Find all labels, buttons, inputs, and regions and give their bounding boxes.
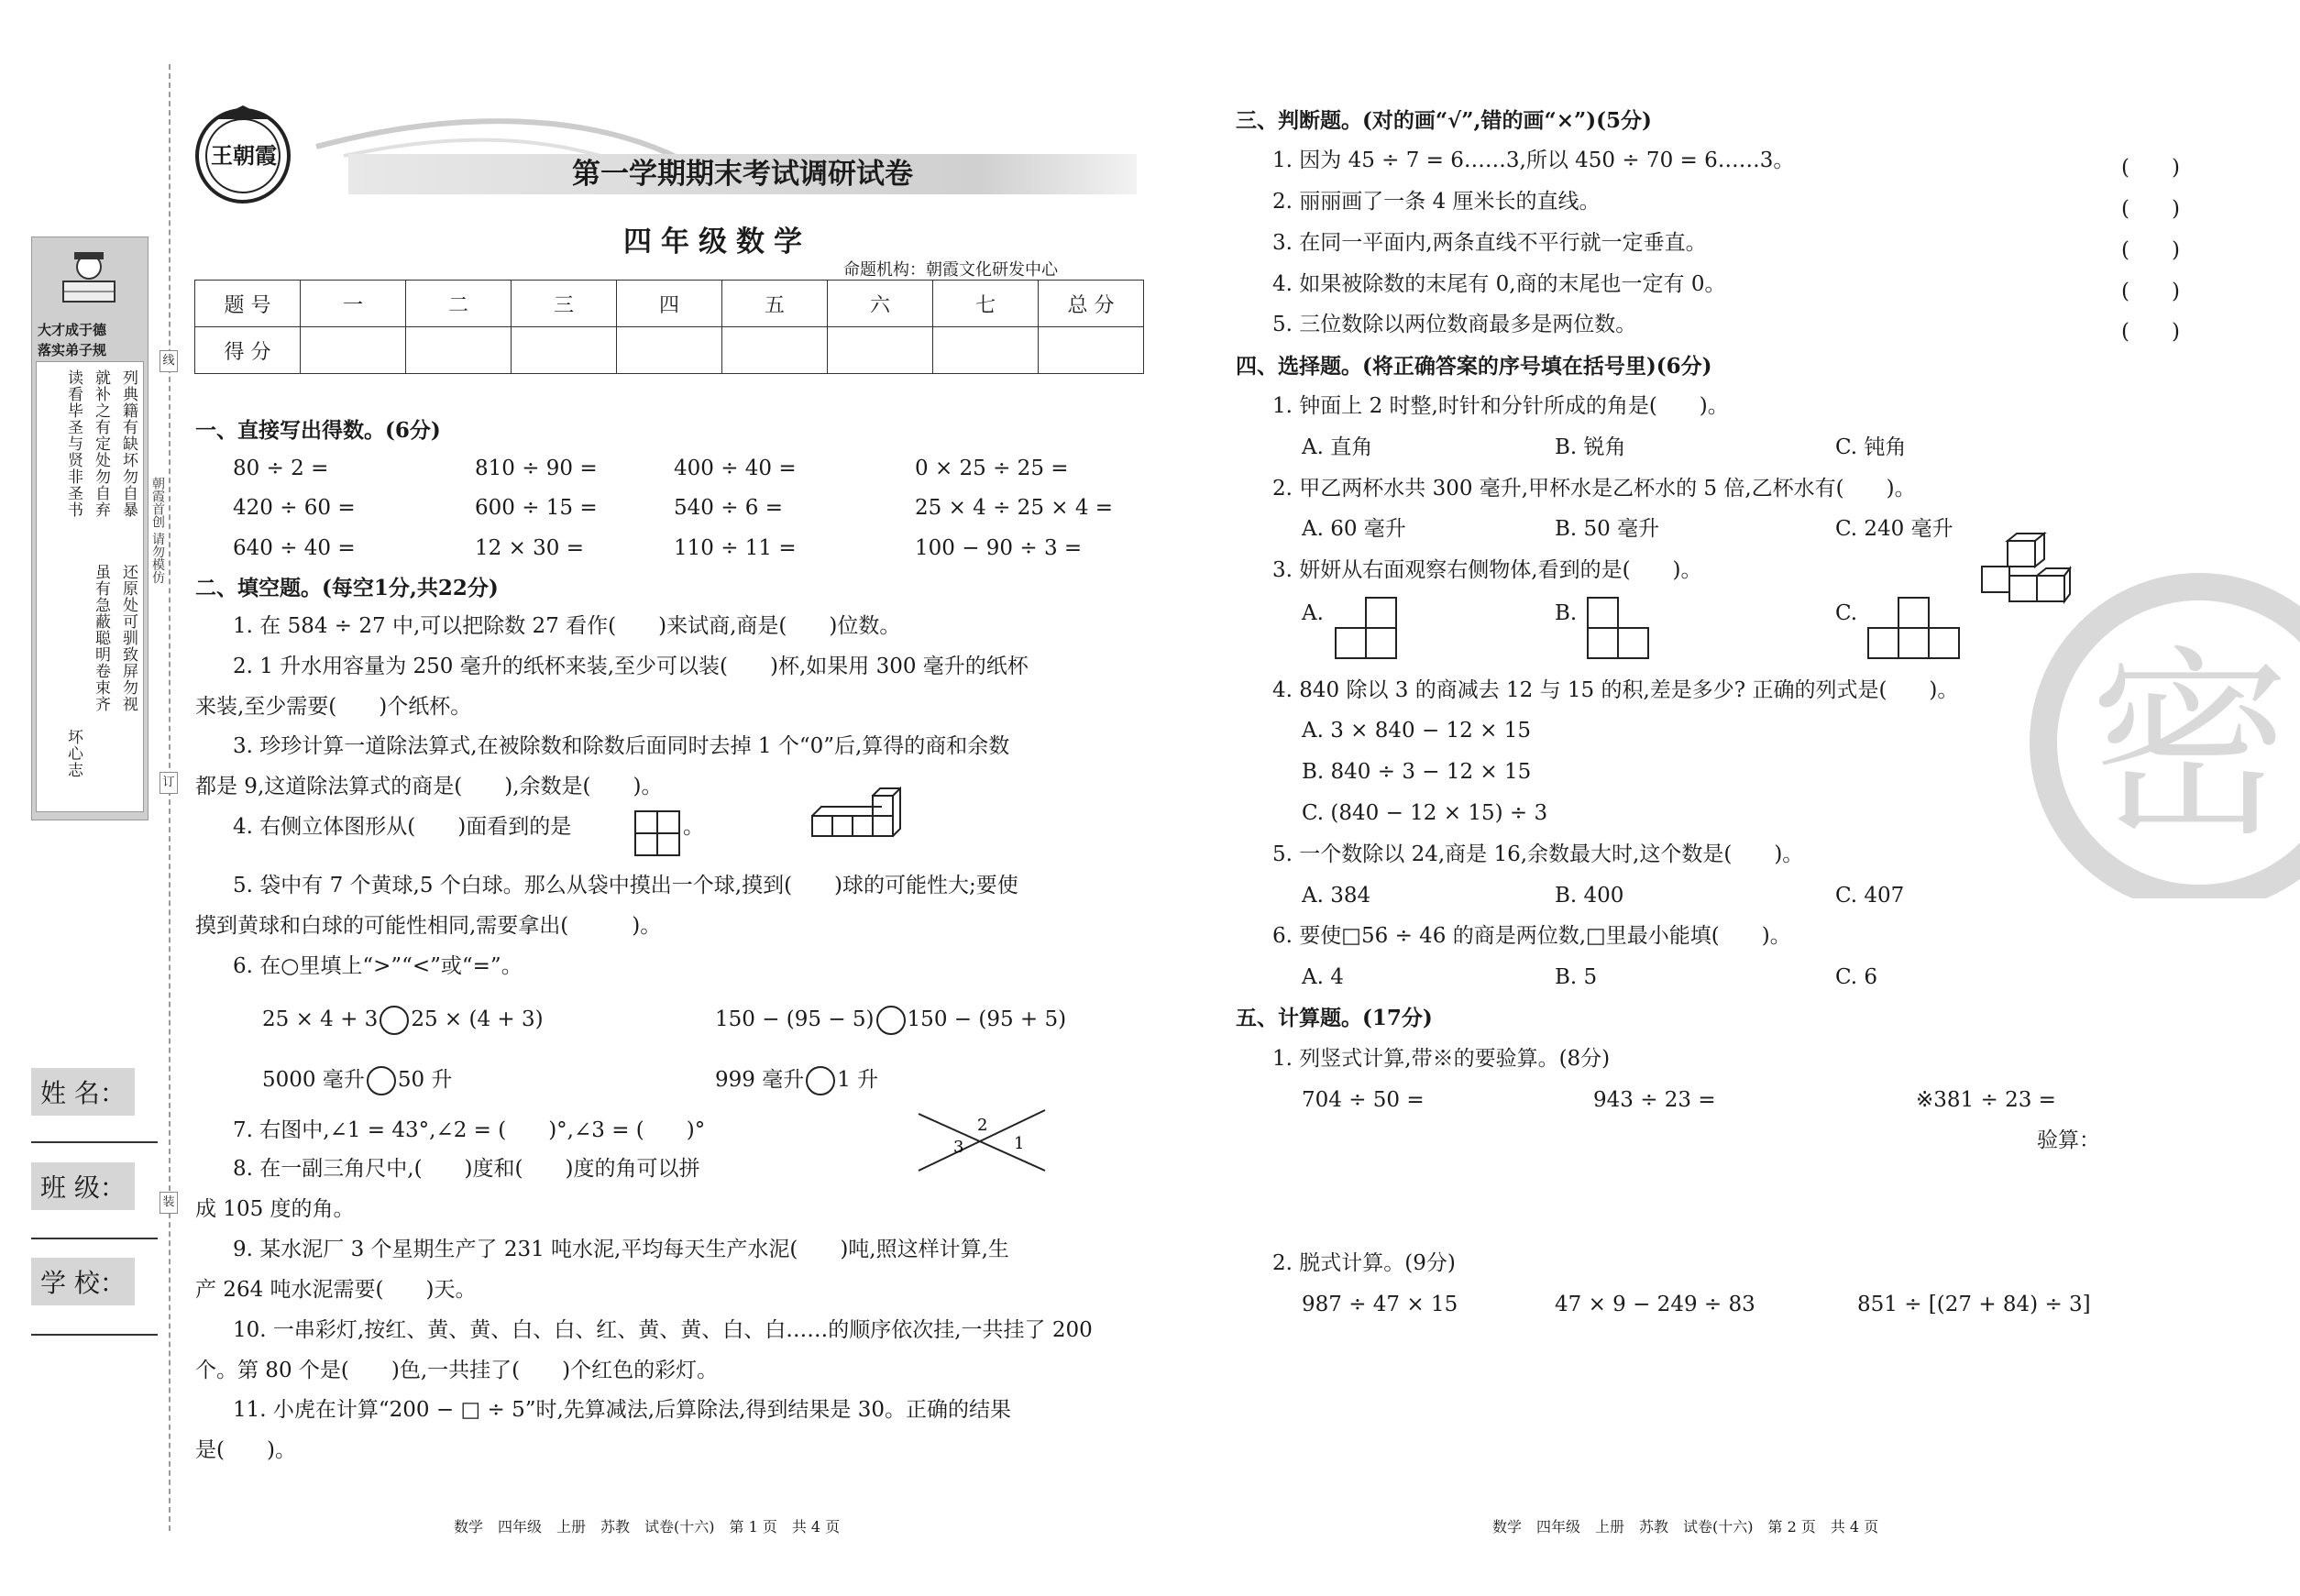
choice-option[interactable]: C. 钝角 xyxy=(1835,435,1907,459)
watermark-seal xyxy=(2025,568,2300,898)
name-label: 姓 名： xyxy=(31,1068,135,1116)
calc-item: 12 × 30 = xyxy=(475,536,585,560)
calc-item: 640 ÷ 40 = xyxy=(233,536,356,560)
fill-q2-line2: 来装,至少需要( )个纸杯。 xyxy=(195,695,472,719)
judge-item: 1. 因为 45 ÷ 7 = 6……3,所以 450 ÷ 70 = 6……3。 xyxy=(1272,149,1795,172)
judge-item: 5. 三位数除以两位数商最多是两位数。 xyxy=(1272,313,1637,336)
binding-mark-xian: 线 xyxy=(160,350,178,372)
compare-item xyxy=(715,1006,1066,1035)
score-header-cell: 二 xyxy=(406,281,512,327)
score-header-cell: 五 xyxy=(722,281,828,327)
compare-right: 50 升 xyxy=(397,1068,453,1092)
vertical-calc-item: ※381 ÷ 23 = xyxy=(1916,1088,2056,1112)
calc-item: 400 ÷ 40 = xyxy=(674,457,797,480)
view-option-c xyxy=(1866,596,1962,662)
judge-answer[interactable]: ( ) xyxy=(2121,280,2180,303)
fill-q9-line1: 9. 某水泥厂 3 个星期生产了 231 吨水泥,平均每天生产水泥( )吨,照这样计算,生 xyxy=(233,1238,1009,1261)
scholar-icon xyxy=(52,245,126,318)
footer-left: 数学 四年级 上册 苏教 试卷(十六) 第 1 页 共 4 页 xyxy=(454,1518,841,1535)
calc-item: 600 ÷ 15 = xyxy=(475,496,598,520)
calc-item: 80 ÷ 2 = xyxy=(233,457,329,480)
motto-panel xyxy=(31,237,149,820)
compare-right: 1 升 xyxy=(837,1068,879,1092)
score-cell[interactable] xyxy=(301,327,406,374)
compare-circle[interactable] xyxy=(876,1006,906,1035)
choice-q5: 5. 一个数除以 24,商是 16,余数最大时,这个数是( )。 xyxy=(1272,842,1804,866)
section1-title: 一、直接写出得数。(6分) xyxy=(195,418,441,443)
compare-left: 999 毫升 xyxy=(715,1068,805,1092)
fill-q7: 7. 右图中,∠1 = 43°,∠2 = ( )°,∠3 = ( )° xyxy=(233,1118,706,1142)
judge-item: 2. 丽丽画了一条 4 厘米长的直线。 xyxy=(1272,190,1601,214)
score-header-cell: 七 xyxy=(933,281,1039,327)
choice-option[interactable]: B. 840 ÷ 3 − 12 × 15 xyxy=(1302,760,1532,784)
score-header-cell: 四 xyxy=(617,281,722,327)
fill-q11-line2: 是( )。 xyxy=(195,1438,296,1462)
compare-circle[interactable] xyxy=(806,1066,835,1095)
stepwise-calc-item: 987 ÷ 47 × 15 xyxy=(1302,1293,1458,1316)
fill-q1: 1. 在 584 ÷ 27 中,可以把除数 27 看作( )来试商,商是( )位数。 xyxy=(233,614,901,638)
compare-item xyxy=(262,1006,544,1035)
judge-answer[interactable]: ( ) xyxy=(2121,320,2180,344)
front-view-figure xyxy=(634,810,682,858)
motto-col-4: 还原处可驯致屏勿视 xyxy=(119,564,138,712)
fill-q8-line2: 成 105 度的角。 xyxy=(195,1197,355,1221)
binding-mark-zhuang: 装 xyxy=(160,1192,178,1214)
calc-item: 420 ÷ 60 = xyxy=(233,496,356,520)
section5-title: 五、计算题。(17分) xyxy=(1236,1006,1433,1030)
binding-text: 朝霞首创 请勿模仿 xyxy=(150,477,165,584)
score-value-row xyxy=(195,327,1144,374)
calc-item: 110 ÷ 11 = xyxy=(674,536,797,560)
q4-period: 。 xyxy=(683,815,704,839)
fill-q5-line1: 5. 袋中有 7 个黄球,5 个白球。那么从袋中摸出一个球,摸到( )球的可能性大;要使 xyxy=(233,874,1018,897)
choice-option[interactable]: C. (840 − 12 × 15) ÷ 3 xyxy=(1302,801,1548,825)
class-label: 班 级： xyxy=(31,1162,135,1210)
calc-item: 810 ÷ 90 = xyxy=(475,457,598,480)
score-cell[interactable] xyxy=(933,327,1039,374)
compare-right: 25 × (4 + 3) xyxy=(411,1007,544,1031)
logo-text: 王朝霞 xyxy=(211,142,277,169)
angle-label-2: 2 xyxy=(977,1116,988,1135)
choice-option[interactable]: A. 4 xyxy=(1302,965,1344,989)
check-label: 验算： xyxy=(2037,1128,2100,1152)
school-label: 学 校： xyxy=(31,1258,135,1305)
score-header-cell: 总 分 xyxy=(1039,281,1144,327)
choice-q4: 4. 840 除以 3 的商减去 12 与 15 的积,差是多少? 正确的列式是( )。 xyxy=(1272,678,1959,702)
score-row-label: 得 分 xyxy=(195,327,301,374)
fill-q4: 4. 右侧立体图形从( )面看到的是 xyxy=(233,815,572,839)
fill-q3-line2: 都是 9,这道除法算式的商是( ),余数是( )。 xyxy=(195,775,663,798)
compare-left: 5000 毫升 xyxy=(262,1068,365,1092)
class-field[interactable] xyxy=(31,1238,158,1239)
calc-item: 25 × 4 ÷ 25 × 4 = xyxy=(915,496,1114,520)
motto-box xyxy=(36,361,144,812)
choice-option[interactable]: C. xyxy=(1835,601,1858,625)
choice-q3: 3. 妍妍从右面观察右侧物体,看到的是( )。 xyxy=(1272,558,1702,582)
judge-item: 3. 在同一平面内,两条直线不平行就一定垂直。 xyxy=(1272,231,1707,255)
compare-left: 150 − (95 − 5) xyxy=(715,1007,875,1031)
fill-q10-line2: 个。第 80 个是( )色,一共挂了( )个红色的彩灯。 xyxy=(195,1359,719,1382)
binding-line xyxy=(169,64,171,1531)
motto-col-3: 读看毕圣与贤非圣书 xyxy=(64,369,83,518)
publisher: 命题机构：朝霞文化研发中心 xyxy=(843,260,1058,280)
choice-option[interactable]: A. xyxy=(1302,601,1324,625)
score-cell[interactable] xyxy=(406,327,512,374)
score-header-cell: 一 xyxy=(301,281,406,327)
binding-mark-ding: 订 xyxy=(160,772,178,794)
stepwise-calc-item: 851 ÷ [(27 + 84) ÷ 3] xyxy=(1857,1293,2091,1316)
fill-q6: 6. 在○里填上“>”“<”或“=”。 xyxy=(233,954,523,978)
choice-option[interactable]: C. 240 毫升 xyxy=(1835,517,1953,541)
watermark-char: 密 xyxy=(2089,629,2292,864)
compare-item xyxy=(715,1066,878,1095)
name-field[interactable] xyxy=(31,1141,158,1143)
judge-item: 4. 如果被除数的末尾有 0,商的末尾也一定有 0。 xyxy=(1272,272,1726,296)
motto-col-5: 虽有急蔽聪明卷束齐 xyxy=(92,564,110,712)
choice-option[interactable]: A. 3 × 840 − 12 × 15 xyxy=(1302,719,1531,743)
motto-top-2: 落实弟子规 xyxy=(38,342,107,358)
calc-sub1-title: 1. 列竖式计算,带※的要验算。(8分) xyxy=(1272,1047,1611,1071)
cube-stack-figure xyxy=(810,777,902,851)
vertical-calc-item: 704 ÷ 50 = xyxy=(1302,1088,1425,1112)
calc-item: 100 − 90 ÷ 3 = xyxy=(915,536,1083,560)
answer-space-vertical[interactable] xyxy=(1283,1146,2090,1238)
calc-item: 0 × 25 ÷ 25 = xyxy=(915,457,1069,480)
choice-option[interactable]: B. xyxy=(1555,601,1578,625)
choice-option[interactable]: A. 直角 xyxy=(1302,435,1373,459)
motto-col-2: 就补之有定处勿自弃 xyxy=(92,369,110,518)
score-header-cell: 三 xyxy=(512,281,617,327)
compare-circle[interactable] xyxy=(380,1006,409,1035)
motto-top-1: 大才成于德 xyxy=(38,322,107,338)
choice-option[interactable]: A. 384 xyxy=(1302,884,1371,908)
fill-q10-line1: 10. 一串彩灯,按红、黄、黄、白、白、红、黄、黄、白、白……的顺序依次挂,一共挂了 200 xyxy=(233,1318,1093,1342)
school-field[interactable] xyxy=(31,1334,158,1336)
score-cell[interactable] xyxy=(617,327,722,374)
compare-left: 25 × 4 + 3 xyxy=(262,1007,379,1031)
fill-q11-line1: 11. 小虎在计算“200 − □ ÷ 5”时,先算减法,后算除法,得到结果是 30。正确的结果 xyxy=(233,1398,1011,1422)
choice-option[interactable]: A. 60 毫升 xyxy=(1302,517,1406,541)
fill-q3-line1: 3. 珍珍计算一道除法算式,在被除数和除数后面同时去掉 1 个“0”后,算得的商和余数 xyxy=(233,734,1010,758)
choice-option[interactable]: B. 5 xyxy=(1555,965,1598,989)
choice-q1: 1. 钟面上 2 时整,时针和分针所成的角是( )。 xyxy=(1272,394,1729,418)
score-cell[interactable] xyxy=(828,327,933,374)
exam-title: 第一学期期末考试调研试卷 xyxy=(348,154,1137,194)
score-header-row xyxy=(195,281,1144,327)
choice-option[interactable]: C. 407 xyxy=(1835,884,1905,908)
choice-option[interactable]: B. 50 毫升 xyxy=(1555,517,1660,541)
fill-q2-line1: 2. 1 升水用容量为 250 毫升的纸杯来装,至少可以装( )杯,如果用 300 毫升的纸杯 xyxy=(233,655,1029,678)
compare-right: 150 − (95 + 5) xyxy=(907,1007,1067,1031)
subject-title: 四年级数学 xyxy=(623,226,811,259)
compare-circle[interactable] xyxy=(367,1066,396,1095)
choice-q6: 6. 要使□56 ÷ 46 的商是两位数,□里最小能填( )。 xyxy=(1272,924,1791,948)
score-cell[interactable] xyxy=(512,327,617,374)
angle-label-3: 3 xyxy=(953,1138,964,1157)
score-cell[interactable] xyxy=(722,327,828,374)
section3-title: 三、判断题。(对的画“√”,错的画“×”)(5分) xyxy=(1236,108,1652,133)
answer-space-stepwise[interactable] xyxy=(1283,1329,2090,1485)
choice-option[interactable]: B. 400 xyxy=(1555,884,1624,908)
score-header-cell: 题 号 xyxy=(195,281,301,327)
vertical-calc-item: 943 ÷ 23 = xyxy=(1593,1088,1716,1112)
calc-item: 540 ÷ 6 = xyxy=(674,496,784,520)
judge-answer[interactable]: ( ) xyxy=(2121,238,2180,262)
judge-answer[interactable]: ( ) xyxy=(2121,197,2180,221)
stepwise-calc-item: 47 × 9 − 249 ÷ 83 xyxy=(1555,1293,1755,1316)
section4-title: 四、选择题。(将正确答案的序号填在括号里)(6分) xyxy=(1236,354,1712,379)
score-table xyxy=(194,280,1144,374)
choice-q2: 2. 甲乙两杯水共 300 毫升,甲杯水是乙杯水的 5 倍,乙杯水有( )。 xyxy=(1272,477,1916,501)
score-header-cell: 六 xyxy=(828,281,933,327)
angle-figure xyxy=(917,1105,1054,1178)
view-option-a xyxy=(1334,596,1400,662)
section2-title: 二、填空题。(每空1分,共22分) xyxy=(195,576,499,600)
fill-q9-line2: 产 264 吨水泥需要( )天。 xyxy=(195,1278,477,1302)
score-cell[interactable] xyxy=(1039,327,1144,374)
angle-label-1: 1 xyxy=(1014,1134,1025,1153)
judge-answer[interactable]: ( ) xyxy=(2121,156,2180,180)
fill-q8-line1: 8. 在一副三角尺中,( )度和( )度的角可以拼 xyxy=(233,1157,700,1181)
compare-item xyxy=(262,1066,452,1095)
motto-col-6: 坏心志 xyxy=(64,729,83,778)
motto-col-1: 列典籍有缺坏勿自暴 xyxy=(119,369,138,518)
calc-sub2-title: 2. 脱式计算。(9分) xyxy=(1272,1251,1456,1275)
choice-option[interactable]: B. 锐角 xyxy=(1555,435,1626,459)
choice-option[interactable]: C. 6 xyxy=(1835,965,1878,989)
view-option-b xyxy=(1586,596,1652,662)
fill-q5-line2: 摸到黄球和白球的可能性相同,需要拿出( )。 xyxy=(195,914,662,938)
footer-right: 数学 四年级 上册 苏教 试卷(十六) 第 2 页 共 4 页 xyxy=(1492,1518,1879,1535)
